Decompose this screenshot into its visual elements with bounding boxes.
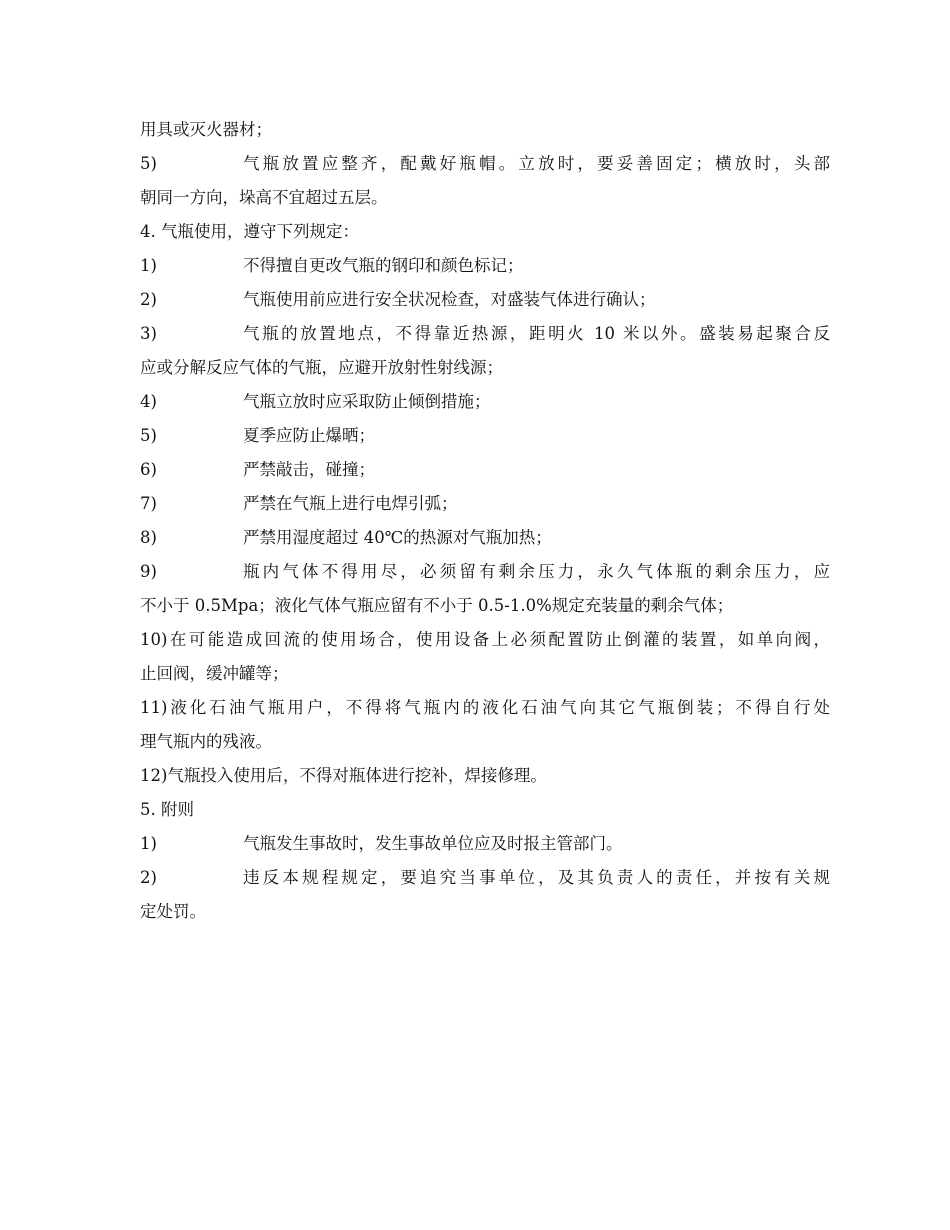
text-line: 朝同一方向，垛高不宜超过五层。 bbox=[140, 188, 388, 207]
list-item bbox=[140, 528, 830, 548]
text-line: 用具或灭火器材； bbox=[140, 120, 272, 139]
list-item bbox=[140, 324, 830, 344]
list-item bbox=[140, 426, 830, 446]
list-item-number: 6) bbox=[140, 460, 157, 479]
list-item-text: 气瓶立放时应采取防止倾倒措施； bbox=[243, 392, 491, 411]
list-item bbox=[140, 460, 830, 480]
list-item-text: 违反本规程规定，要追究当事单位，及其负责人的责任，并按有关规 bbox=[243, 868, 830, 887]
list-item bbox=[140, 392, 830, 412]
list-item-number: 1) bbox=[140, 834, 157, 853]
list-item-number: 4) bbox=[140, 392, 157, 411]
text-line: 5. 附则 bbox=[140, 800, 194, 819]
list-item-number: 5) bbox=[140, 154, 157, 173]
list-item-text: 严禁敲击，碰撞； bbox=[243, 460, 375, 479]
text-line: 理气瓶内的残液。 bbox=[140, 732, 272, 751]
list-item-text: 瓶内气体不得用尽，必须留有剩余压力，永久气体瓶的剩余压力，应 bbox=[243, 562, 830, 581]
list-item-text: 严禁用湿度超过 40℃的热源对气瓶加热； bbox=[243, 528, 552, 547]
text-line: 应或分解反应气体的气瓶，应避开放射性射线源； bbox=[140, 358, 503, 377]
list-item-text: 严禁在气瓶上进行电焊引弧； bbox=[243, 494, 458, 513]
list-item bbox=[140, 290, 830, 310]
text-line: 定处罚。 bbox=[140, 902, 206, 921]
list-item bbox=[140, 562, 830, 582]
list-item-text: 气瓶使用前应进行安全状况检查，对盛装气体进行确认； bbox=[243, 290, 656, 309]
list-item bbox=[140, 494, 830, 514]
list-item-number: 2) bbox=[140, 868, 157, 887]
list-item bbox=[140, 834, 830, 854]
list-item-number: 2) bbox=[140, 290, 157, 309]
list-item bbox=[140, 256, 830, 276]
list-item bbox=[140, 154, 830, 174]
text-line: 10)在可能造成回流的使用场合，使用设备上必须配置防止倒灌的装置，如单向阀， bbox=[140, 630, 830, 649]
text-line: 止回阀，缓冲罐等； bbox=[140, 664, 289, 683]
list-item-text: 不得擅自更改气瓶的钢印和颜色标记； bbox=[243, 256, 524, 275]
list-item-number: 1) bbox=[140, 256, 157, 275]
text-line: 4. 气瓶使用，遵守下列规定： bbox=[140, 222, 359, 241]
list-item-number: 5) bbox=[140, 426, 157, 445]
list-item-text: 气瓶发生事故时，发生事故单位应及时报主管部门。 bbox=[243, 834, 623, 853]
list-item-number: 8) bbox=[140, 528, 157, 547]
list-item bbox=[140, 868, 830, 888]
list-item-text: 夏季应防止爆晒； bbox=[243, 426, 375, 445]
list-item-number: 7) bbox=[140, 494, 157, 513]
text-line: 12)气瓶投入使用后，不得对瓶体进行挖补，焊接修理。 bbox=[140, 766, 547, 785]
list-item-number: 3) bbox=[140, 324, 157, 343]
list-item-number: 9) bbox=[140, 562, 157, 581]
text-line: 不小于 0.5Mpa；液化气体气瓶应留有不小于 0.5-1.0%规定充装量的剩余气体； bbox=[140, 596, 734, 615]
list-item-text: 气瓶的放置地点，不得靠近热源，距明火 10 米以外。盛装易起聚合反 bbox=[243, 324, 830, 343]
list-item-text: 气瓶放置应整齐，配戴好瓶帽。立放时，要妥善固定；横放时，头部 bbox=[243, 154, 830, 173]
text-line: 11)液化石油气瓶用户，不得将气瓶内的液化石油气向其它气瓶倒装；不得自行处 bbox=[140, 698, 830, 717]
